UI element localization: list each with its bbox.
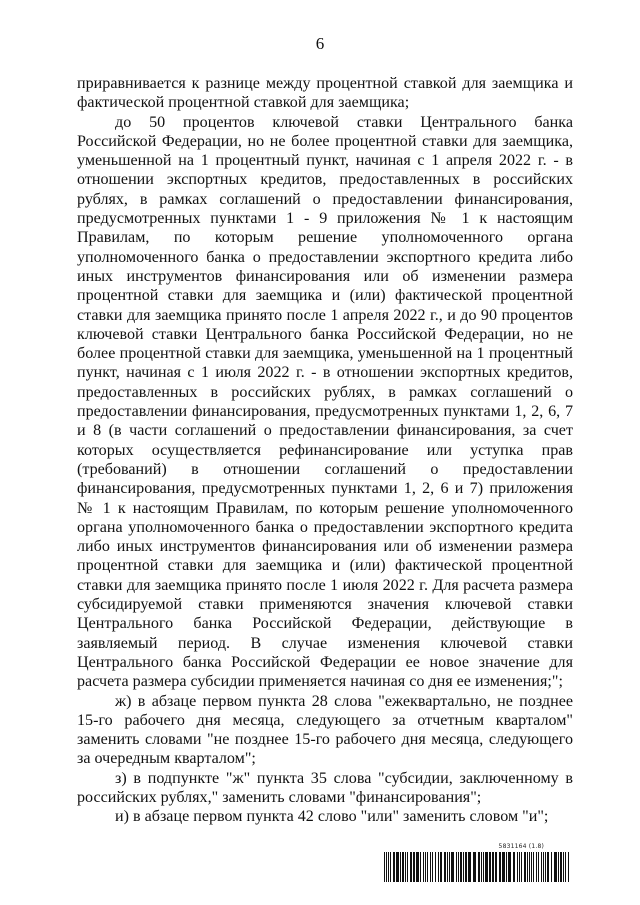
page-number: 6 — [315, 34, 325, 53]
barcode-code: 5831164 (1.8) — [498, 843, 544, 850]
document-body — [77, 74, 573, 827]
paragraph-2: до 50 процентов ключевой ставки Центрального банка Российской Федерации, но не более процентной ставки для заемщика, уменьшенной на 1 процентный пункт, начиная с 1 апреля 2022 г. - в отношении экспортных кредитов, предоставленных в российских рублях, в рамках соглашений о предоставлении финансирования, предусмотренных пунктами 1 - 9 приложения № 1 к настоящим Правилам, по которым решение уполномоченного органа уполномоченного банка о предоставлении экспортного кредита либо иных инструментов финансирования или об изменении размера процентной ставки для заемщика и (или) фактической процентной ставки для заемщика принято после 1 апреля 2022 г., и до 90 процентов ключевой ставки Центрального банка Российской Федерации, но не более процентной ставки для заемщика, уменьшенной на 1 процентный пункт, начиная с 1 июля 2022 г. - в отношении экспортных кредитов, предоставленных в российских рублях, в рамках соглашений о предоставлении финансирования, предусмотренных пунктами 1, 2, 6, 7 и 8 (в части соглашений о предоставлении финансирования, за счет которых осуществляется рефинансирование или уступка прав (требований) в отношении соглашений о предоставлении финансирования, предусмотренных пунктами 1, 2, 6 и 7) приложения № 1 к настоящим Правилам, по которым решение уполномоченного органа уполномоченного банка о предоставлении экспортного кредита либо иных инструментов финансирования или об изменении размера процентной ставки для заемщика и (или) фактической процентной ставки для заемщика принято после 1 июля 2022 г. Для расчета размера субсидируемой ставки применяются значения ключевой ставки Центрального банка Российской Федерации, действующие в заявляемый период. В случае изменения ключевой ставки Центрального банка Российской Федерации ее новое значение для расчета размера субсидии применяется начиная со дня ее изменения;"; — [77, 113, 573, 691]
barcode-image — [384, 852, 570, 882]
barcode-block — [384, 843, 570, 883]
paragraph-1: приравнивается к разнице между процентной ставкой для заемщика и фактической процентной ставкой для заемщика; — [77, 75, 573, 112]
paragraph-3: ж) в абзаце первом пункта 28 слова "ежеквартально, не позднее 15-го рабочего дня месяца, следующего за отчетным кварталом" заменить словами "не позднее 15-го рабочего дня месяца, следующего за очередным кварталом"; — [77, 692, 573, 768]
paragraph-5: и) в абзаце первом пункта 42 слово "или" заменить словом "и"; — [115, 808, 549, 826]
paragraph-4: з) в подпункте "ж" пункта 35 слова "субсидии, заключенному в российских рублях," заменить словами "финансирования"; — [77, 769, 573, 806]
